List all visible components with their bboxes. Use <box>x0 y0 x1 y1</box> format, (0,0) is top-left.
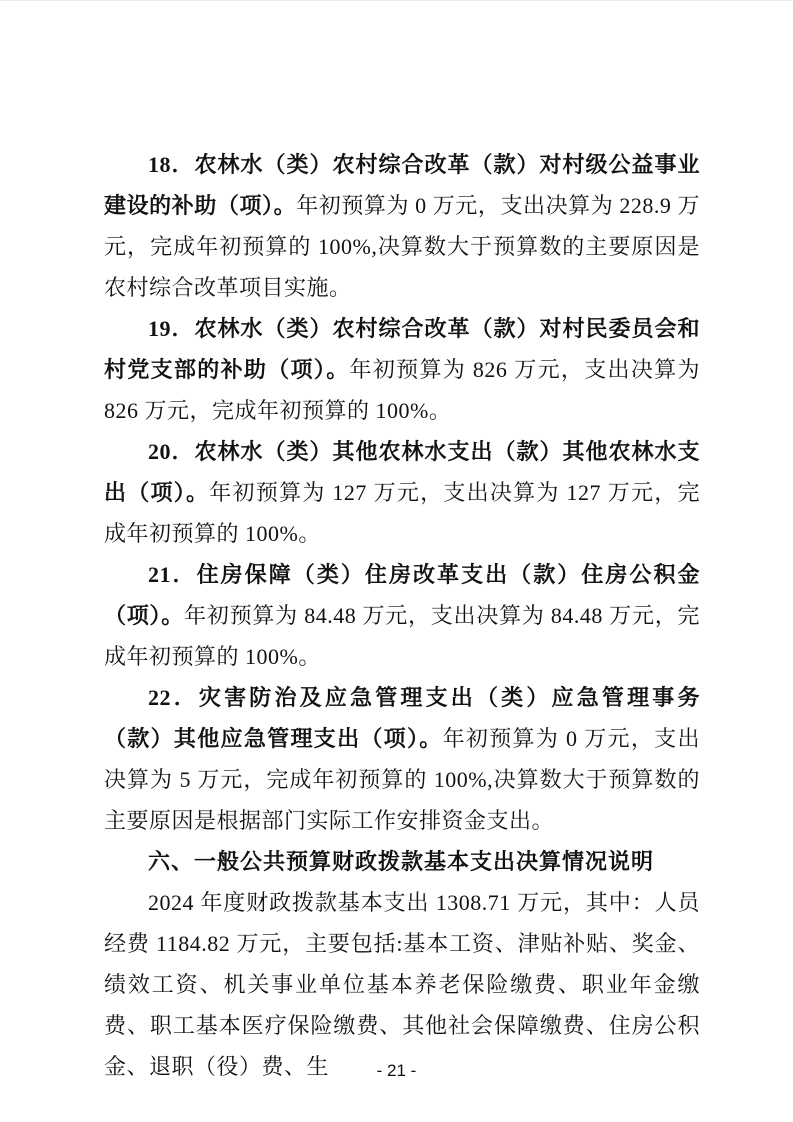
paragraph-item-20 <box>104 431 700 554</box>
item-18-title: 18．农林水（类）农村综合改革（款）对村级公益事业建设的补助（项）。 <box>104 152 700 218</box>
item-21-text: 年初预算为 84.48 万元，支出决算为 84.48 万元，完成年初预算的 100%。 <box>104 603 700 669</box>
paragraph-item-19 <box>104 308 700 431</box>
basic-expenditure-text: 2024 年度财政拨款基本支出 1308.71 万元，其中：人员经费 1184.82 万元，主要包括:基本工资、津贴补贴、奖金、绩效工资、机关事业单位基本养老保险缴费、职业年金缴费、职工基本医疗保险缴费、其他社会保障缴费、住房公积金、退职（役）费、生 <box>104 890 700 1079</box>
item-20-text: 年初预算为 127 万元，支出决算为 127 万元，完成年初预算的 100%。 <box>104 480 700 546</box>
item-22-title: 22．灾害防治及应急管理支出（类）应急管理事务（款）其他应急管理支出（项）。 <box>104 685 700 751</box>
paragraph-basic-expenditure <box>104 882 700 1087</box>
paragraph-item-18 <box>104 144 700 308</box>
item-21-title: 21．住房保障（类）住房改革支出（款）住房公积金（项）。 <box>104 562 700 628</box>
item-18-text: 年初预算为 0 万元，支出决算为 228.9 万元，完成年初预算的 100%,决算数大于预算数的主要原因是农村综合改革项目实施。 <box>104 193 700 300</box>
item-19-title: 19．农林水（类）农村综合改革（款）对村民委员会和村党支部的补助（项）。 <box>104 316 700 382</box>
item-22-text: 年初预算为 0 万元，支出决算为 5 万元，完成年初预算的 100%,决算数大于预算数的主要原因是根据部门实际工作安排资金支出。 <box>104 726 700 833</box>
document-body <box>104 144 700 1087</box>
item-19-text: 年初预算为 826 万元，支出决算为 826 万元，完成年初预算的 100%。 <box>104 357 700 423</box>
paragraph-item-21 <box>104 554 700 677</box>
item-20-title: 20．农林水（类）其他农林水支出（款）其他农林水支出（项）。 <box>104 439 700 505</box>
section-heading-six <box>104 841 700 882</box>
page-number: - 21 - <box>376 1061 417 1080</box>
paragraph-item-22 <box>104 677 700 841</box>
section-heading-text: 六、一般公共预算财政拨款基本支出决算情况说明 <box>148 849 655 874</box>
